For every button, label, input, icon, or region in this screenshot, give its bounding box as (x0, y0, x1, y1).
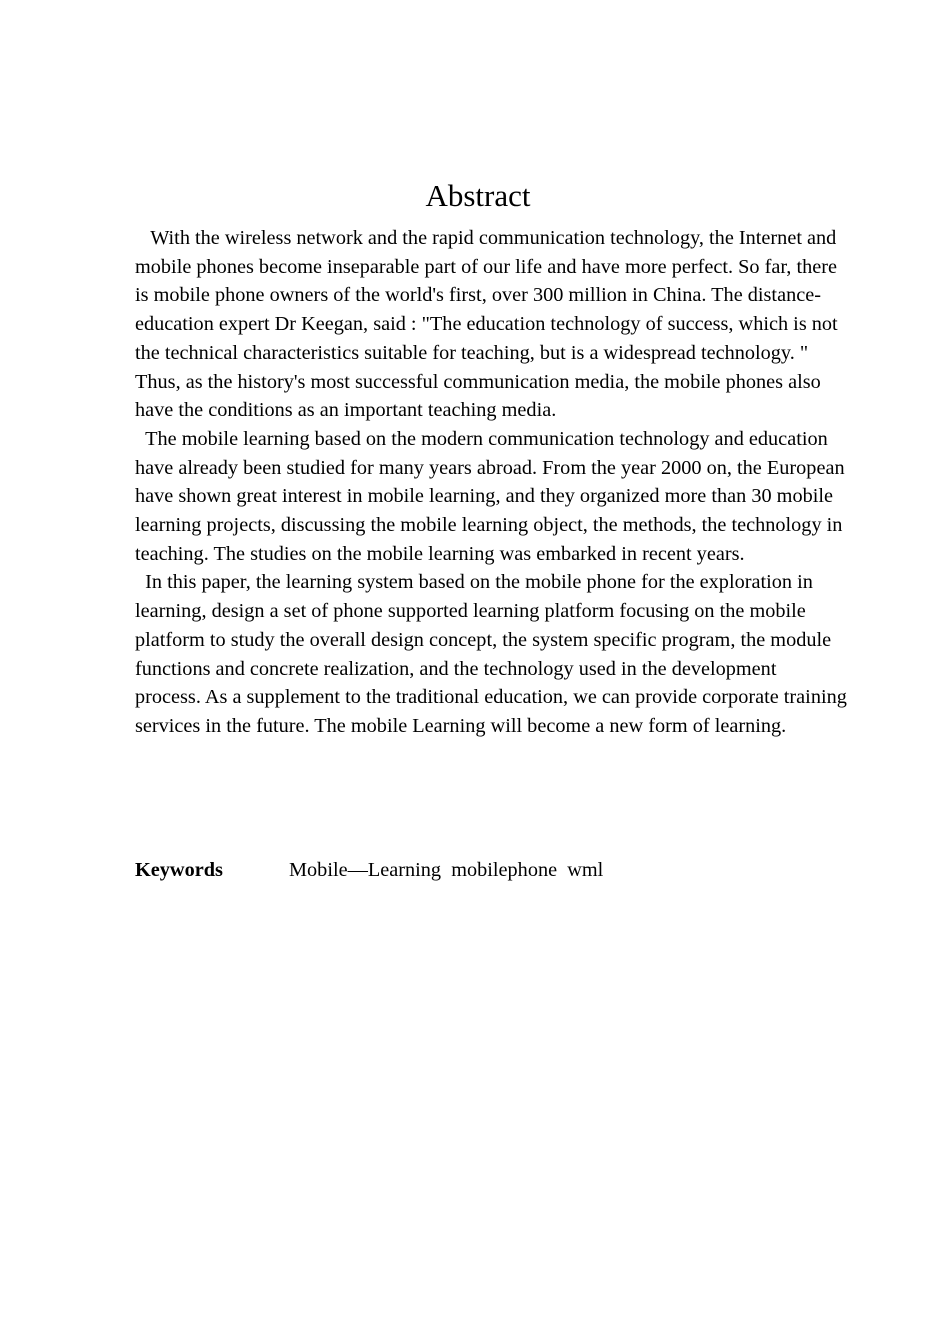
keywords-line (135, 856, 603, 885)
abstract-paragraph-3: In this paper, the learning system based on the mobile phone for the exploration in learning, design a set of phone supported learning platform focusing on the mobile platform to study the overall design concept, the system specific program, the module functions and concrete realization, and the technology used in the development process. As a supplement to the traditional education, we can provide corporate training services in the future. The mobile Learning will become a new form of learning. (135, 571, 852, 737)
abstract-body (135, 224, 852, 741)
abstract-paragraph-1: With the wireless network and the rapid communication technology, the Internet and mobile phones become inseparable part of our life and have more perfect. So far, there is mobile phone owners of the world's first, over 300 million in China. The distance-education expert Dr Keegan, said : "The education technology of success, which is not the technical characteristics suitable for teaching, but is a widespread technology. " Thus, as the history's most successful communication media, the mobile phones also have the conditions as an important teaching media. (135, 227, 843, 422)
abstract-paragraph-2: The mobile learning based on the modern communication technology and education have already been studied for many years abroad. From the year 2000 on, the European have shown great interest in mobile learning, and they organized more than 30 mobile learning projects, discussing the mobile learning object, the methods, the technology in teaching. The studies on the mobile learning was embarked in recent years. (135, 427, 850, 565)
keywords-value: Mobile—Learning mobilephone wml (289, 859, 604, 881)
keywords-label: Keywords (135, 859, 223, 881)
abstract-title: Abstract (425, 178, 531, 213)
